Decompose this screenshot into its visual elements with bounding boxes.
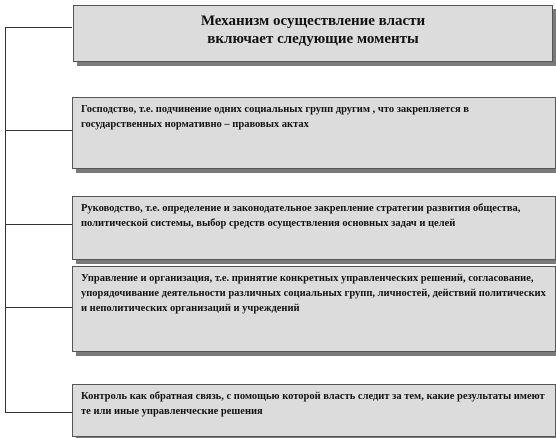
item-box-control (72, 384, 556, 437)
title-line-1: Механизм осуществление власти (200, 13, 426, 29)
connector-line-item-2 (5, 224, 72, 225)
connector-vertical-line (5, 27, 6, 413)
title-line-2: включает следующие моменты (207, 31, 419, 47)
item-text-management: Управление и организация, т.е. принятие конкретных управленческих решений, согласование, упорядочивание деятельности различных социальных групп, личностей, действий политических и неполитических организаций и учреждений (81, 273, 546, 314)
connector-line-title (5, 27, 72, 28)
item-box-management (72, 266, 556, 352)
item-text-dominance: Господство, т.е. подчинение одних социальных групп другим , что закрепляется в государственных нормативно – правовых актах (81, 104, 469, 130)
item-box-leadership (72, 196, 556, 260)
connector-line-item-3 (5, 307, 72, 308)
item-box-dominance (72, 97, 556, 169)
connector-line-item-4 (5, 412, 72, 413)
diagram-title-box (73, 5, 553, 62)
connector-line-item-1 (5, 130, 72, 131)
item-text-control: Контроль как обратная связь, с помощью которой власть следит за тем, какие результаты имеют те или иные управленческие решения (81, 391, 545, 417)
item-text-leadership: Руководство, т.е. определение и законодательное закрепление стратегии развития общества, политической системы, выбор средств осуществления основных задач и целей (81, 203, 521, 229)
